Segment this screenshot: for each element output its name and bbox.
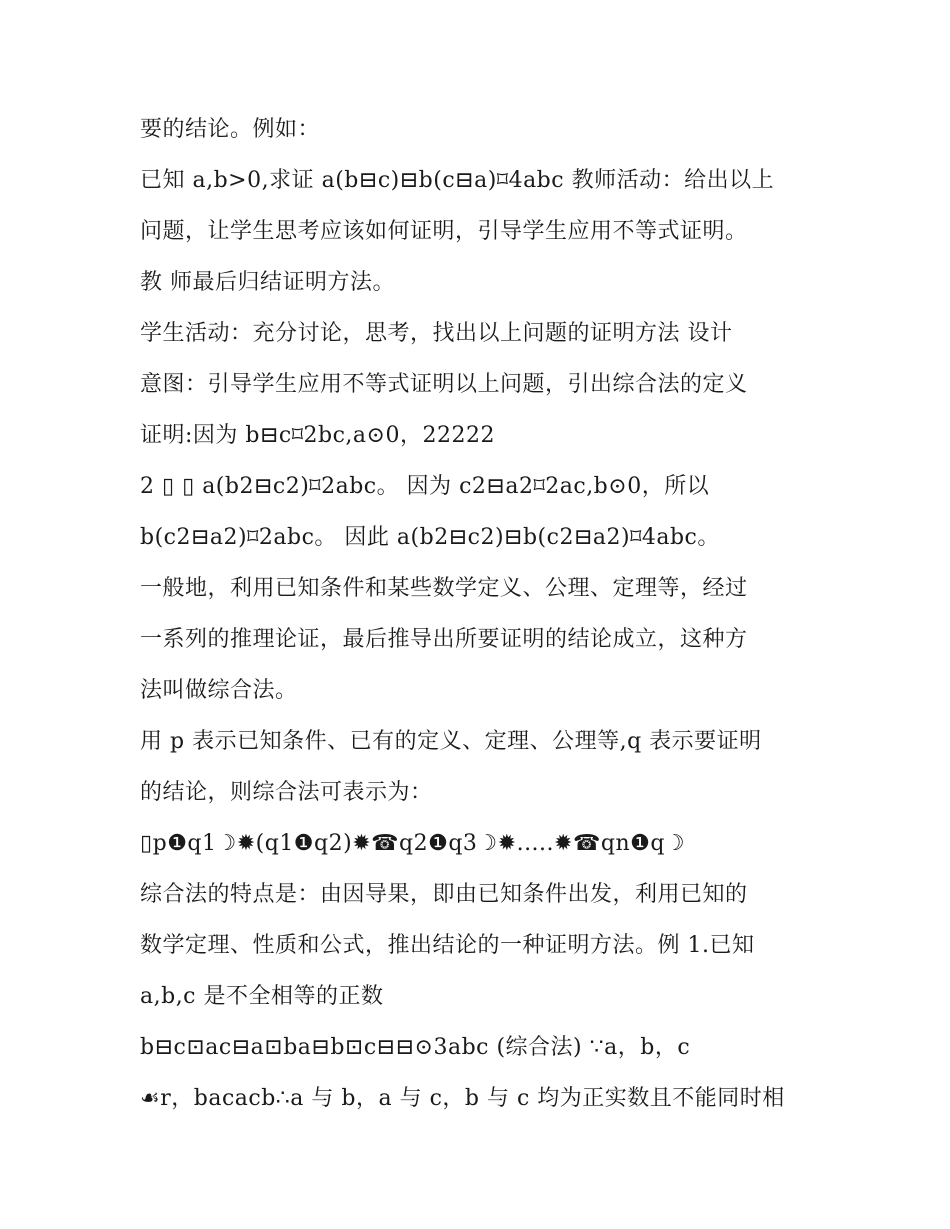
text-line: 数学定理、性质和公式，推出结论的一种证明方法。例 1.已知 bbox=[140, 933, 755, 958]
formula-line: b⊟c⊡ac⊟a⊡ba⊟b⊡c⊟⊟⊙3abc (综合法) ∵a，b，c bbox=[140, 1035, 691, 1060]
text-line: b(c2⊟a2)⌑2abc。 因此 a(b2⊟c2)⊟b(c2⊟a2)⌑4abc。 bbox=[140, 525, 720, 550]
text-line: 一系列的推理论证，最后推导出所要证明的结论成立，这种方 bbox=[140, 627, 748, 652]
text-line: 综合法的特点是：由因导果，即由已知条件出发，利用已知的 bbox=[140, 882, 748, 907]
text-line: 要的结论。例如： bbox=[140, 117, 321, 142]
text-line: 用 p 表示已知条件、已有的定义、定理、公理等,q 表示要证明 bbox=[140, 729, 762, 754]
text-line: 的结论，则综合法可表示为： bbox=[140, 780, 433, 805]
text-line: 证明:因为 b⊟c⌑2bc,a⊙0，22222 bbox=[140, 423, 495, 448]
text-line: 教 师最后归结证明方法。 bbox=[140, 270, 395, 295]
text-line: 问题，让学生思考应该如何证明，引导学生应用不等式证明。 bbox=[140, 219, 748, 244]
text-line: 一般地，利用已知条件和某些数学定义、公理、定理等，经过 bbox=[140, 576, 748, 601]
text-line: 学生活动：充分讨论，思考，找出以上问题的证明方法 设计 bbox=[140, 321, 733, 346]
text-line: 2 ▯ ▯ a(b2⊟c2)⌑2abc。 因为 c2⊟a2⌑2ac,b⊙0，所以 bbox=[140, 474, 710, 499]
formula-line: ▯p❶q1☽✹(q1❶q2)✹☎q2❶q3☽✹.....✹☎qn❶q☽ bbox=[140, 831, 686, 856]
text-line: ☙r，bacacb∴a 与 b，a 与 c，b 与 c 均为正实数且不能同时相 bbox=[140, 1086, 785, 1111]
text-line: 意图：引导学生应用不等式证明以上问题，引出综合法的定义 bbox=[140, 372, 748, 397]
text-line: 法叫做综合法。 bbox=[140, 678, 298, 703]
text-line: 已知 a,b>0,求证 a(b⊟c)⊟b(c⊟a)⌑4abc 教师活动：给出以上 bbox=[140, 168, 775, 193]
document-body bbox=[140, 110, 820, 1130]
text-line: a,b,c 是不全相等的正数 bbox=[140, 984, 384, 1009]
